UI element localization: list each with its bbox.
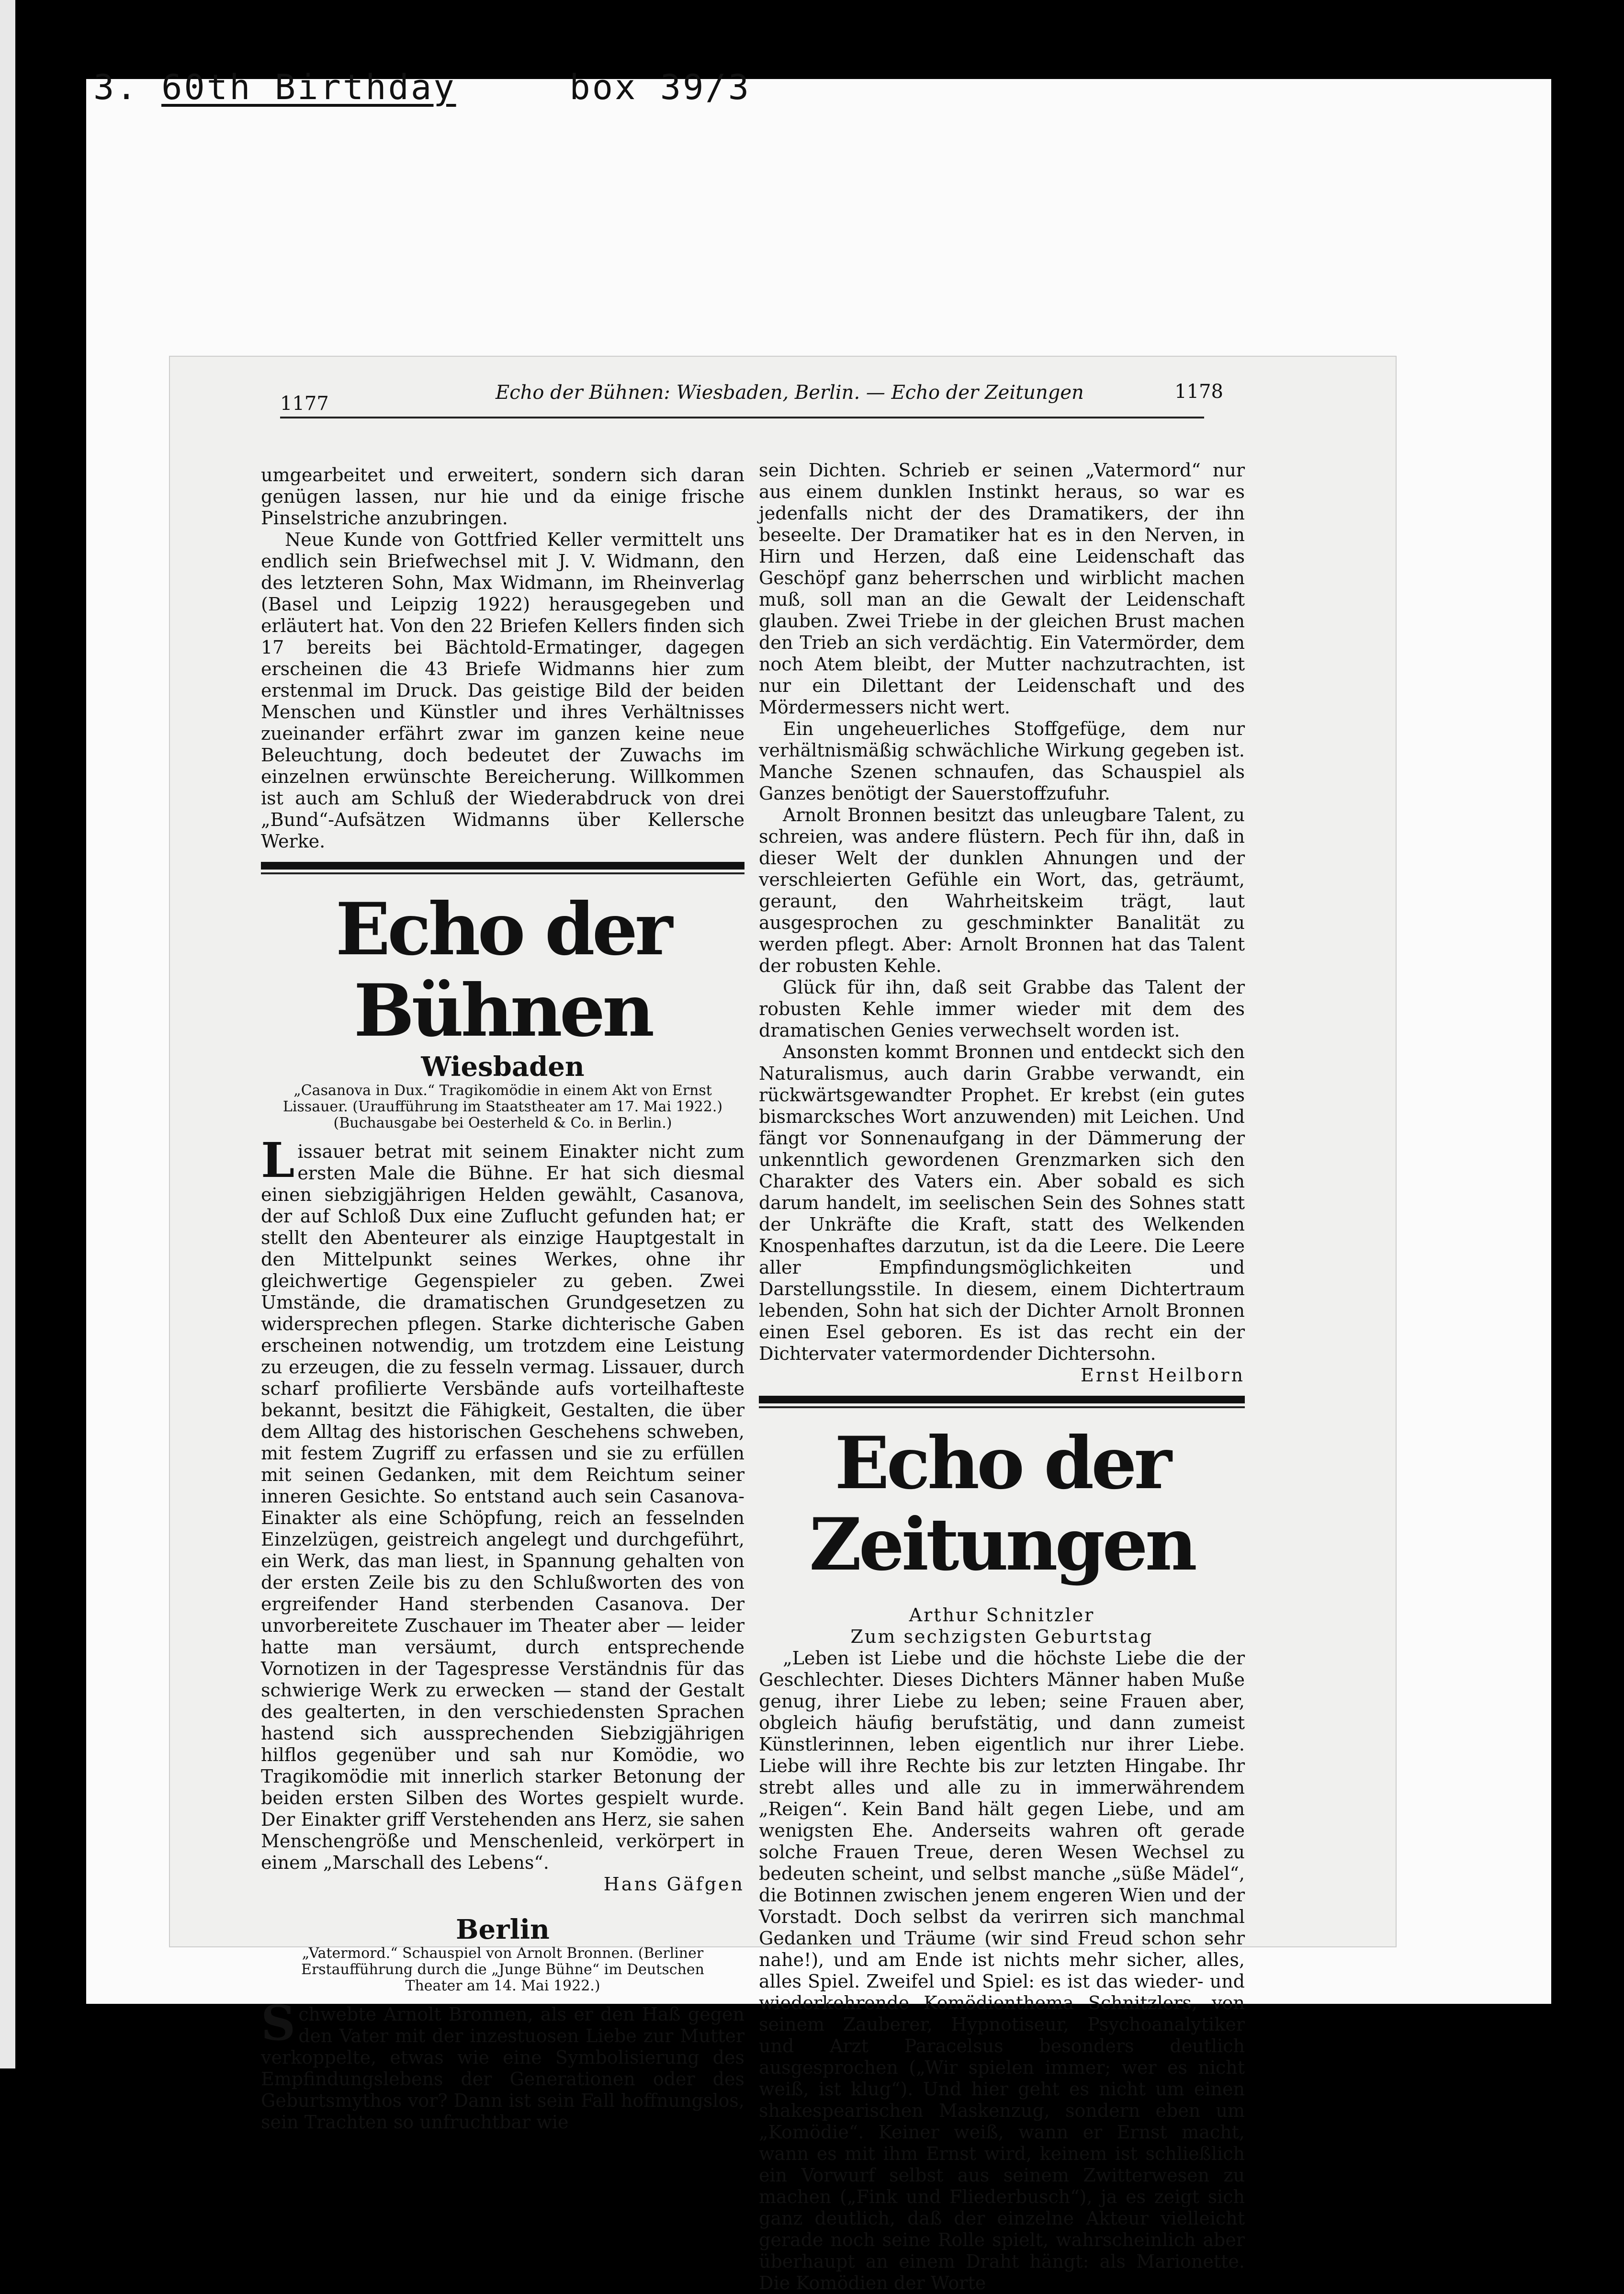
left-column — [261, 464, 744, 2133]
label-number: 3. — [93, 67, 139, 107]
subheading-wiesbaden: Wiesbaden — [421, 1051, 585, 1083]
keller-paragraph: Neue Kunde von Gottfried Keller vermittelt uns endlich sein Briefwechsel mit J. V. Widmann, den des letzteren Sohn, Max Widmann, im Rheinverlag (Basel und Leipzig 1922) herausgegeben und erläutert hat. Von den 22 Briefen Kellers finden sich 17 bereits bei Bächtold-Ermatinger, dagegen erscheinen die 43 Briefe Widmanns hier zum erstenmal im Druck. Das geistige Bild der beiden Menschen und Künstler und ihres Verhältnisses zueinander erfährt zwar im ganzen keine neue Beleuchtung, doch bedeutet der Zuwachs im einzelnen erwünschte Bereicherung. Willkommen ist auch am Schluß der Wiederabdruck von drei „Bund“-Aufsätzen Widmanns über Kellersche Werke. — [261, 529, 744, 852]
article-occasion: Zum sechzigsten Geburtstag — [850, 1626, 1153, 1647]
subheading-berlin: Berlin — [456, 1914, 550, 1945]
page-header — [170, 371, 1396, 419]
running-title: Echo der Bühnen: Wiesbaden, Berlin. — Echo der Zeitungen — [496, 382, 1084, 404]
header-rule — [280, 417, 1204, 418]
dropcap-s: S — [261, 1995, 296, 2051]
review-berlin-start: chwebte Arnolt Bronnen, als er den Haß gegen den Vater mit der inzestuosen Liebe zur Mutter verkoppelte, etwas wie eine Symbolisierung des Empfindungslebens der Generationen oder des Geburtsmythos vor? Dann ist sein Fall hoffnungslos, sein Trachten so unfruchtbar wie — [261, 2004, 744, 2133]
section-heading-zeitungen: Echo der Zeitungen — [809, 1421, 1195, 1587]
section-rule-thin-2 — [759, 1406, 1245, 1408]
signature-heilborn: Ernst Heilborn — [1080, 1365, 1245, 1386]
page-number-right: 1178 — [1174, 381, 1223, 403]
review-wiesbaden: issauer betrat mit seinem Einakter nicht zum ersten Male die Bühne. Er hat sich diesmal einen siebzigjährigen Helden gewählt, Casanova, der auf Schloß Dux eine Zuflucht gefunden hat; er stellt den Abenteurer als einzige Hauptgestalt in den Mittelpunkt seines Werkes, ohne ihr gleichwertige Gegenspieler zu geben. Zwei Umstände, die dramatischen Grundgesetzen zu widersprechen pflegen. Starke dichterische Gaben erscheinen notwendig, um trotzdem eine Leistung zu erzeugen, die zu fesseln vermag. Lissauer, durch scharf profilierte Versbände aufs vorteilhafteste bekannt, besitzt die Fähigkeit, Gestalten, die über dem Alltag des historischen Geschehens schweben, mit festem Zugriff zu erfassen und sie zu erfüllen mit seinen Gedanken, mit dem Reichtum seiner inneren Gesichte. So entstand auch sein Casanova-Einakter als eine Schöpfung, reich an fesselnden Einzelzügen, geistreich angelegt und durchgeführt, ein Werk, das man liest, in Spannung gehalten von der ersten Zeile bis zu den Schlußworten des von ergreifender Hand sterbenden Casanova. Der unvorbereitete Zuschauer im Theater aber — leider hatte man versäumt, durch entsprechende Vornotizen in der Tagespresse Verständnis für das schwierige Werk zu erwecken — stand der Gestalt des gealterten, in den verschiedensten Sprachen hastend sich aussprechenden Siebzigjährigen hilflos gegenüber und sah nur Komödie, wo Tragikomödie mit innerlich starker Betonung der beiden ersten Silben des Wortes gespielt wurde. Der Einakter griff Verstehenden ans Herz, sie sahen Menschengröße und Menschenleid, verkörpert in einem „Marschall des Lebens“. — [261, 1141, 744, 1873]
paragraph-naturalismus: Ansonsten kommt Bronnen und entdeckt sich den Naturalismus, auch darin Grabbe verwandt, ein rückwärtsgewandter Prophet. Er krebst (ein gutes bismarcksches Wort anzuwenden) mit Leichen. Und fängt vor Sonnenaufgang in der Dämmerung der unkenntlich gewordenen Grenzmarken sich den Charakter des Vaters ein. Aber sobald es sich darum handelt, im seelischen Sein des Sohnes statt der Unkräfte die Kraft, statt des Welkenden Knospenhaftes darzutun, ist da die Leere. Die Leere aller Empfindungsmöglichkeiten und Darstellungsstile. In diesem, einem Dichtertraum lebenden, Sohn hat sich der Dichter Arnolt Bronnen einen Esel geboren. Es ist das recht ein der Dichtervater vatermordender Dichtersohn. — [759, 1041, 1245, 1364]
background-sheet — [0, 0, 15, 2068]
paragraph-grabbe: Glück für ihn, daß seit Grabbe das Talent der robusten Kehle immer wieder mit dem des dramatischen Genies verwechselt worden ist. — [759, 977, 1245, 1041]
paragraph-stoffgefuege: Ein ungeheuerliches Stoffgefüge, dem nur verhältnismäßig schwächliche Wirkung gegeben ist. Manche Szenen schnaufen, das Schauspiel als Ganzes benötigt der Sauerstoffzufuhr. — [759, 718, 1245, 804]
section-rule-thin — [261, 872, 744, 874]
section-rule-thick-2 — [759, 1396, 1245, 1403]
dropcap-l: L — [261, 1132, 295, 1188]
schnitzler-article: „Leben ist Liebe und die höchste Liebe die der Geschlechter. Dieses Dichters Männer haben Muße genug, ihrer Liebe zu leben; seine Frauen aber, obgleich häufig berufstätig, und dann zumeist Künstlerinnen, leben eigentlich nur ihrer Liebe. Liebe will ihre Rechte bis zur letzten Hingabe. Ihr strebt alles und alle zu in immerwährendem „Reigen“. Kein Band hält gegen Liebe, und am wenigsten Ehe. Anderseits wahren oft gerade solche Frauen Treue, deren Wesen Wechsel zu bedeuten scheint, und selbst manche „süße Mädel“, die Botinnen zwischen jenem engeren Wien und der Vorstadt. Doch selbst da verirren sich manchmal Gedanken und Träume (wir sind Freud schon sehr nahe!), und am Ende ist nichts mehr sicher, alles, alles Spiel. Zweifel und Spiel: es ist das wieder- und wiederkehrende Komödienthema Schnitzlers, von seinem Zauberer, Hypnotiseur, Psychoanalytiker und Arzt Paracelsus besonders deutlich ausgesprochen („Wir spielen immer; wer es nicht weiß, ist klug“). Und hier geht es nicht um einen shakespearischen Maskenzug, sondern eben um „Komödie“. Keiner weiß, wann er Ernst macht, wann es mit ihm Ernst wird, keinem ist schließlich ein Vorwurf selbst aus seinem Zwitterwesen zu machen („Fink und Fliederbusch“), ja es zeigt sich ganz deutlich, daß der einzelne Akteur vielleicht gerade noch seine Rolle spielt, wahrscheinlich aber überhaupt an einem Draht hängt: als Marionette. Die Komödien der Worte — [759, 1648, 1245, 2294]
section-heading-buehnen: Echo der Bühnen — [335, 887, 670, 1053]
intro-paragraph: umgearbeitet und erweitert, sondern sich daran genügen lassen, nur hie und da einige frische Pinselstriche anzubringen. — [261, 464, 744, 529]
play-note-casanova: „Casanova in Dux.“ Tragikomödie in einem Akt von Ernst Lissauer. (Uraufführung im Staatstheater am 17. Mai 1922.) (Buchausgabe bei Oesterheld & Co. in Berlin.) — [282, 1082, 723, 1131]
review-berlin-cont: sein Dichten. Schrieb er seinen „Vatermord“ nur aus einem dunklen Instinkt heraus, so war es jedenfalls nicht der des Dramatikers, der ihn beseelte. Der Dramatiker hat es in den Nerven, in Hirn und Herzen, daß eine Leidenschaft das Geschöpf ganz beherrschen und wirblicht machen muß, soll man an die Gewalt der Leidenschaft glauben. Zwei Triebe in der gleichen Brust machen den Trieb an sich verdächtig. Ein Vatermörder, dem noch Atem bleibt, der Mutter nachzutrachten, ist nur ein Dilettant der Leidenschaft und des Mördermessers nicht wert. — [759, 460, 1245, 718]
newspaper-clipping — [170, 357, 1396, 2294]
right-column — [759, 460, 1245, 2294]
play-note-vatermord: „Vatermord.“ Schauspiel von Arnolt Bronnen. (Berliner Erstaufführung durch die „Junge Bühne“ im Deutschen Theater am 14. Mai 1922.) — [301, 1945, 704, 1994]
article-author: Arthur Schnitzler — [909, 1605, 1095, 1626]
paragraph-talent: Arnolt Bronnen besitzt das unleugbare Talent, zu schreien, was andere flüstern. Pech für ihn, daß in dieser Welt der dunklen Ahnungen und der verschleierten Gefühle ein Wort, das, geträumt, geraunt, den Wahrheitskeim trägt, laut ausgesprochen zu geschminkter Banalität zu werden pflegt. Aber: Arnolt Bronnen hat das Talent der robusten Kehle. — [759, 804, 1245, 976]
label-title: 60th Birthday — [161, 67, 456, 107]
label-box: box 39/3 — [569, 67, 751, 107]
page-number-left: 1177 — [280, 393, 329, 415]
archive-label — [93, 67, 751, 107]
section-rule-thick — [261, 862, 744, 870]
signature-gaefgen: Hans Gäfgen — [603, 1874, 744, 1895]
